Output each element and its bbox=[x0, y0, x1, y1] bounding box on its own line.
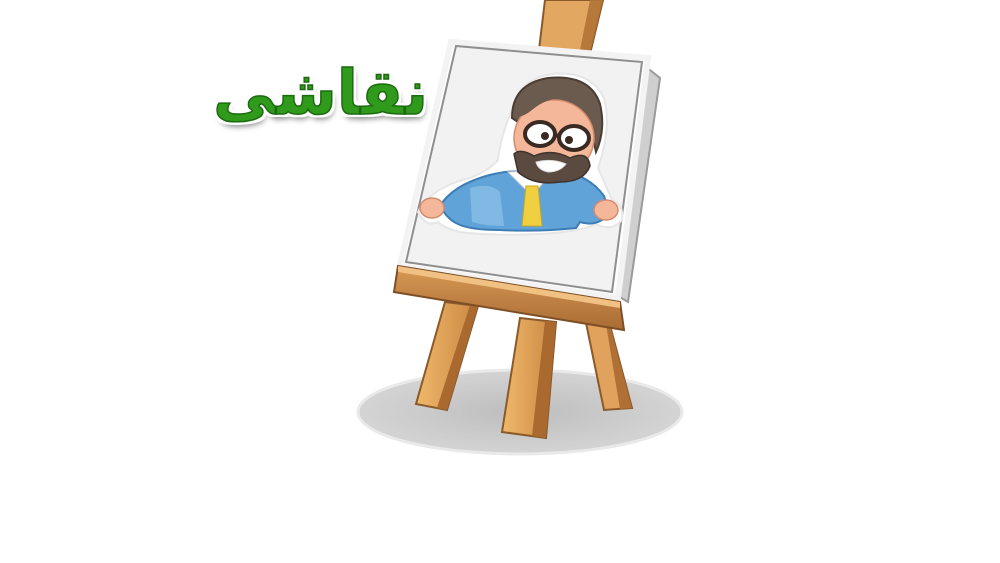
page-title: نقاشی bbox=[213, 56, 428, 129]
